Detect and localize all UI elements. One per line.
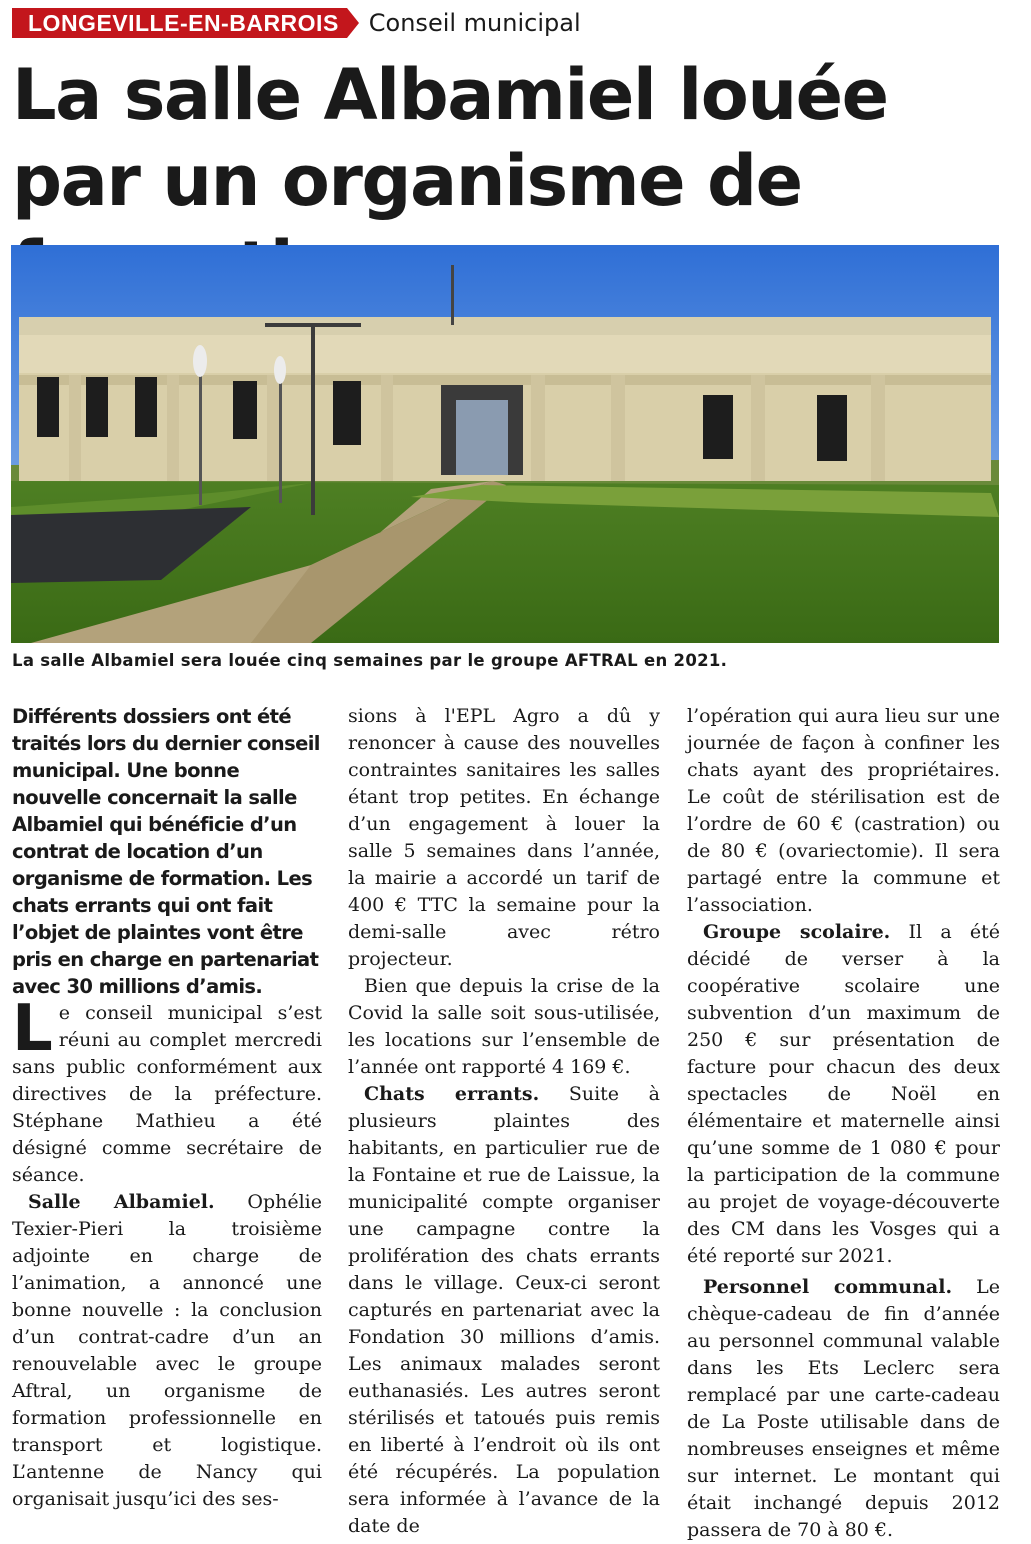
- building-photo-illustration: [11, 245, 999, 643]
- groupe-text: Il a été décidé de verser à la coopérative scolaire une subvention d’un maximum de 250 € sur présentation de facture pour chacun des deux spectacles de Noël en élémentaire et maternelle ainsi qu’une somme de 1 080 € pour la participation de la commune au projet de voyage-découverte des CM dans les Vosges qui a été reporté sur 2021.: [687, 921, 1000, 1267]
- chats-text-1: Suite à plusieurs plaintes des habitants, en particulier rue de la Fontaine et rue de Laissue, la municipalité compte organiser une campagne contre la prolifération des chats errants dans le village. Ceux-ci seront capturés en partenariat avec la Fondation 30 millions d’amis. Les animaux malades seront euthanasiés. Les autres seront stérilisés et tatoués puis remis en liberté à l’endroit où ils ont été récupérés. La population sera informée à l’avance de la date de: [348, 1083, 660, 1537]
- subheading-personnel: Personnel communal.: [703, 1276, 953, 1298]
- chats-paragraph: [348, 1081, 660, 1540]
- salle-paragraph: [12, 1189, 322, 1513]
- article-column-1: [12, 703, 322, 1513]
- salle-text-1: Ophélie Texier-Pieri la troisième adjointe en charge de l’animation, a annoncé une bonne nouvelle : la conclusion d’un contrat-cadre d’un an renouvelable avec le groupe Aftral, un organisme de formation professionnelle en transport et logistique. L’antenne de Nancy qui organisait jusqu’ici des ses-: [12, 1191, 322, 1510]
- subheading-chats: Chats errants.: [364, 1083, 540, 1105]
- rubric-label: Conseil municipal: [368, 9, 581, 37]
- article-column-2: [348, 703, 660, 1540]
- groupe-paragraph: [687, 919, 1000, 1270]
- article-lead: Différents dossiers ont été traités lors du dernier conseil municipal. Une bonne nouvelle concernait la salle Albamiel qui bénéficie d’un contrat de location d’un organisme de formation. Les chats errants qui ont fait l’objet de plaintes vont être pris en charge en partenariat avec 30 millions d’amis.: [12, 705, 320, 998]
- intro-paragraph: [12, 992, 322, 1189]
- photo-caption: La salle Albamiel sera louée cinq semaines par le groupe AFTRAL en 2021.: [12, 651, 728, 670]
- article-headline: La salle Albamiel louée par un organisme de: [12, 54, 888, 222]
- salle-text-2: sions à l'EPL Agro a dû y renoncer à cause des nouvelles contraintes sanitaires les salles étant trop petites. En échange d’un engagement à louer la salle 5 semaines dans l’année, la mairie a accordé un tarif de 400 € TTC la semaine pour la demi-salle avec rétro projecteur.: [348, 705, 660, 970]
- personnel-paragraph: [687, 1274, 1000, 1544]
- article-kicker: [12, 6, 581, 40]
- personnel-text: Le chèque-cadeau de fin d’année au personnel communal valable dans les Ets Leclerc sera remplacé par une carte-cadeau de La Poste utilisable dans de nombreuses enseignes et même sur internet. Le montant qui était inchangé depuis 2012 passera de 70 à 80 €.: [687, 1276, 1001, 1541]
- chats-text-2: l’opération qui aura lieu sur une journée de façon à confiner les chats ayant des propriétaires. Le coût de stérilisation est de l’ordre de 60 € (castration) ou de 80 € (ovariectomie). Il sera partagé entre la commune et l’association.: [687, 705, 1000, 916]
- location-tag: LONGEVILLE-EN-BARROIS: [12, 8, 347, 38]
- subheading-salle: Salle Albamiel.: [28, 1191, 215, 1213]
- subheading-groupe: Groupe scolaire.: [703, 921, 891, 943]
- article-column-3: [687, 703, 1000, 1544]
- drop-cap: L: [12, 992, 53, 1066]
- article-photo: [11, 245, 999, 643]
- intro-text: e conseil municipal s’est réuni au complet mercredi sans public conformément aux directives de la préfecture. Stéphane Mathieu a été désigné comme secrétaire de séance.: [12, 1002, 322, 1186]
- salle-text-3: Bien que depuis la crise de la Covid la salle soit sous-utilisée, les locations sur l’ensemble de l’année ont rapporté 4 169 €.: [348, 975, 660, 1078]
